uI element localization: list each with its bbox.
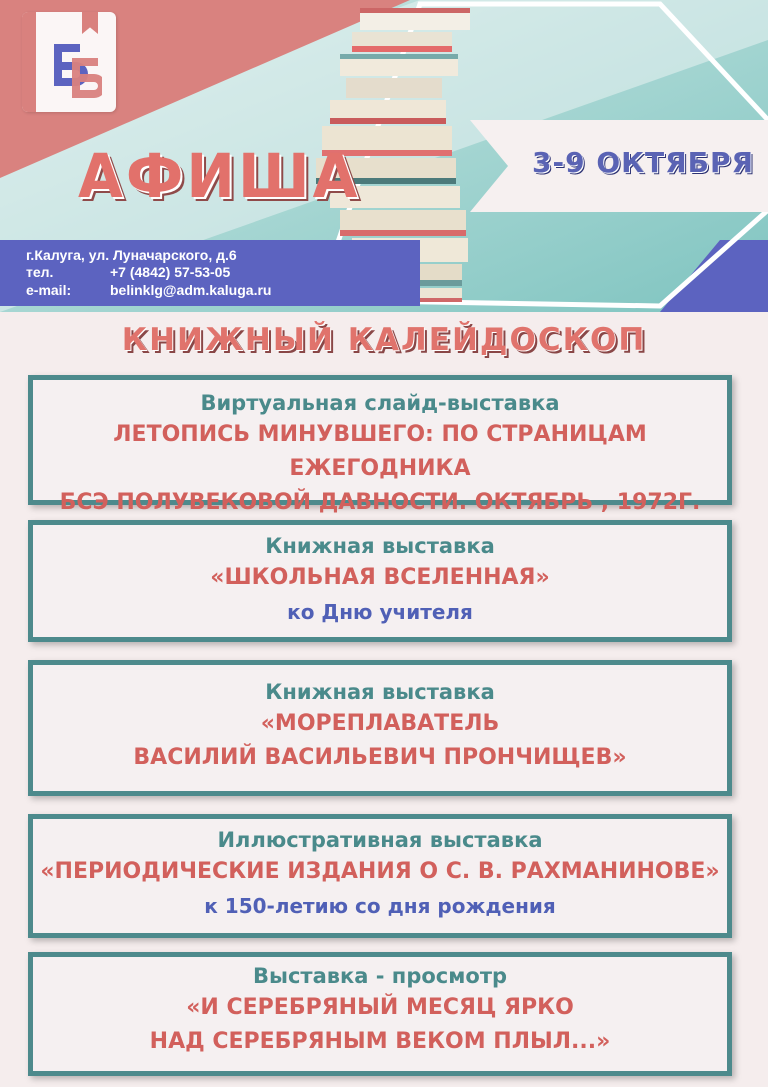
- phone-line: [26, 264, 230, 280]
- event-title-line: «МОРЕПЛАВАТЕЛЬ: [260, 711, 500, 736]
- event-card: [28, 375, 732, 515]
- event-type: Виртуальная слайд-выставка: [200, 391, 560, 415]
- event-card: [28, 520, 732, 642]
- header-banner: [0, 0, 768, 312]
- event-title-line: ЛЕТОПИСЬ МИНУВШЕГО: ПО СТРАНИЦАМ ЕЖЕГОДНИКА: [113, 422, 647, 481]
- date-range: 3-9 ОКТЯБРЯ: [532, 146, 755, 179]
- event-title-line: БСЭ ПОЛУВЕКОВОЙ ДАВНОСТИ. ОКТЯБРЬ , 1972Г.: [59, 490, 701, 515]
- poster-title: АФИША: [78, 140, 361, 212]
- event-type: Иллюстративная выставка: [217, 828, 543, 852]
- event-title-line: «ПЕРИОДИЧЕСКИЕ ИЗДАНИЯ О С. В. РАХМАНИНОВЕ»: [40, 859, 720, 884]
- event-type: Книжная выставка: [265, 680, 495, 704]
- event-card: [28, 814, 732, 938]
- event-note: ко Дню учителя: [287, 600, 473, 624]
- phone-label: тел.: [26, 264, 54, 280]
- event-title-line: «ШКОЛЬНАЯ ВСЕЛЕННАЯ»: [210, 565, 550, 590]
- event-title-line: НАД СЕРЕБРЯНЫМ ВЕКОМ ПЛЫЛ...»: [149, 1029, 611, 1054]
- event-title-line: ВАСИЛИЙ ВАСИЛЬЕВИЧ ПРОНЧИЩЕВ»: [133, 745, 627, 770]
- email-label: e-mail:: [26, 282, 72, 298]
- library-logo: [22, 12, 116, 112]
- section-title: КНИЖНЫЙ КАЛЕЙДОСКОП: [121, 322, 647, 358]
- event-title-line: «И СЕРЕБРЯНЫЙ МЕСЯЦ ЯРКО: [186, 995, 574, 1020]
- bb-logo-icon: [50, 40, 102, 100]
- phone-number: +7 (4842) 57-53-05: [110, 264, 231, 280]
- event-note: к 150-летию со дня рождения: [204, 894, 556, 918]
- address-text: г.Калуга, ул. Луначарского, д.6: [26, 247, 237, 263]
- email-address: belinklg@adm.kaluga.ru: [110, 282, 272, 298]
- event-type: Книжная выставка: [265, 534, 495, 558]
- event-type: Выставка - просмотр: [252, 964, 508, 988]
- event-card: [28, 660, 732, 796]
- email-line: [26, 282, 271, 298]
- event-card: [28, 952, 732, 1076]
